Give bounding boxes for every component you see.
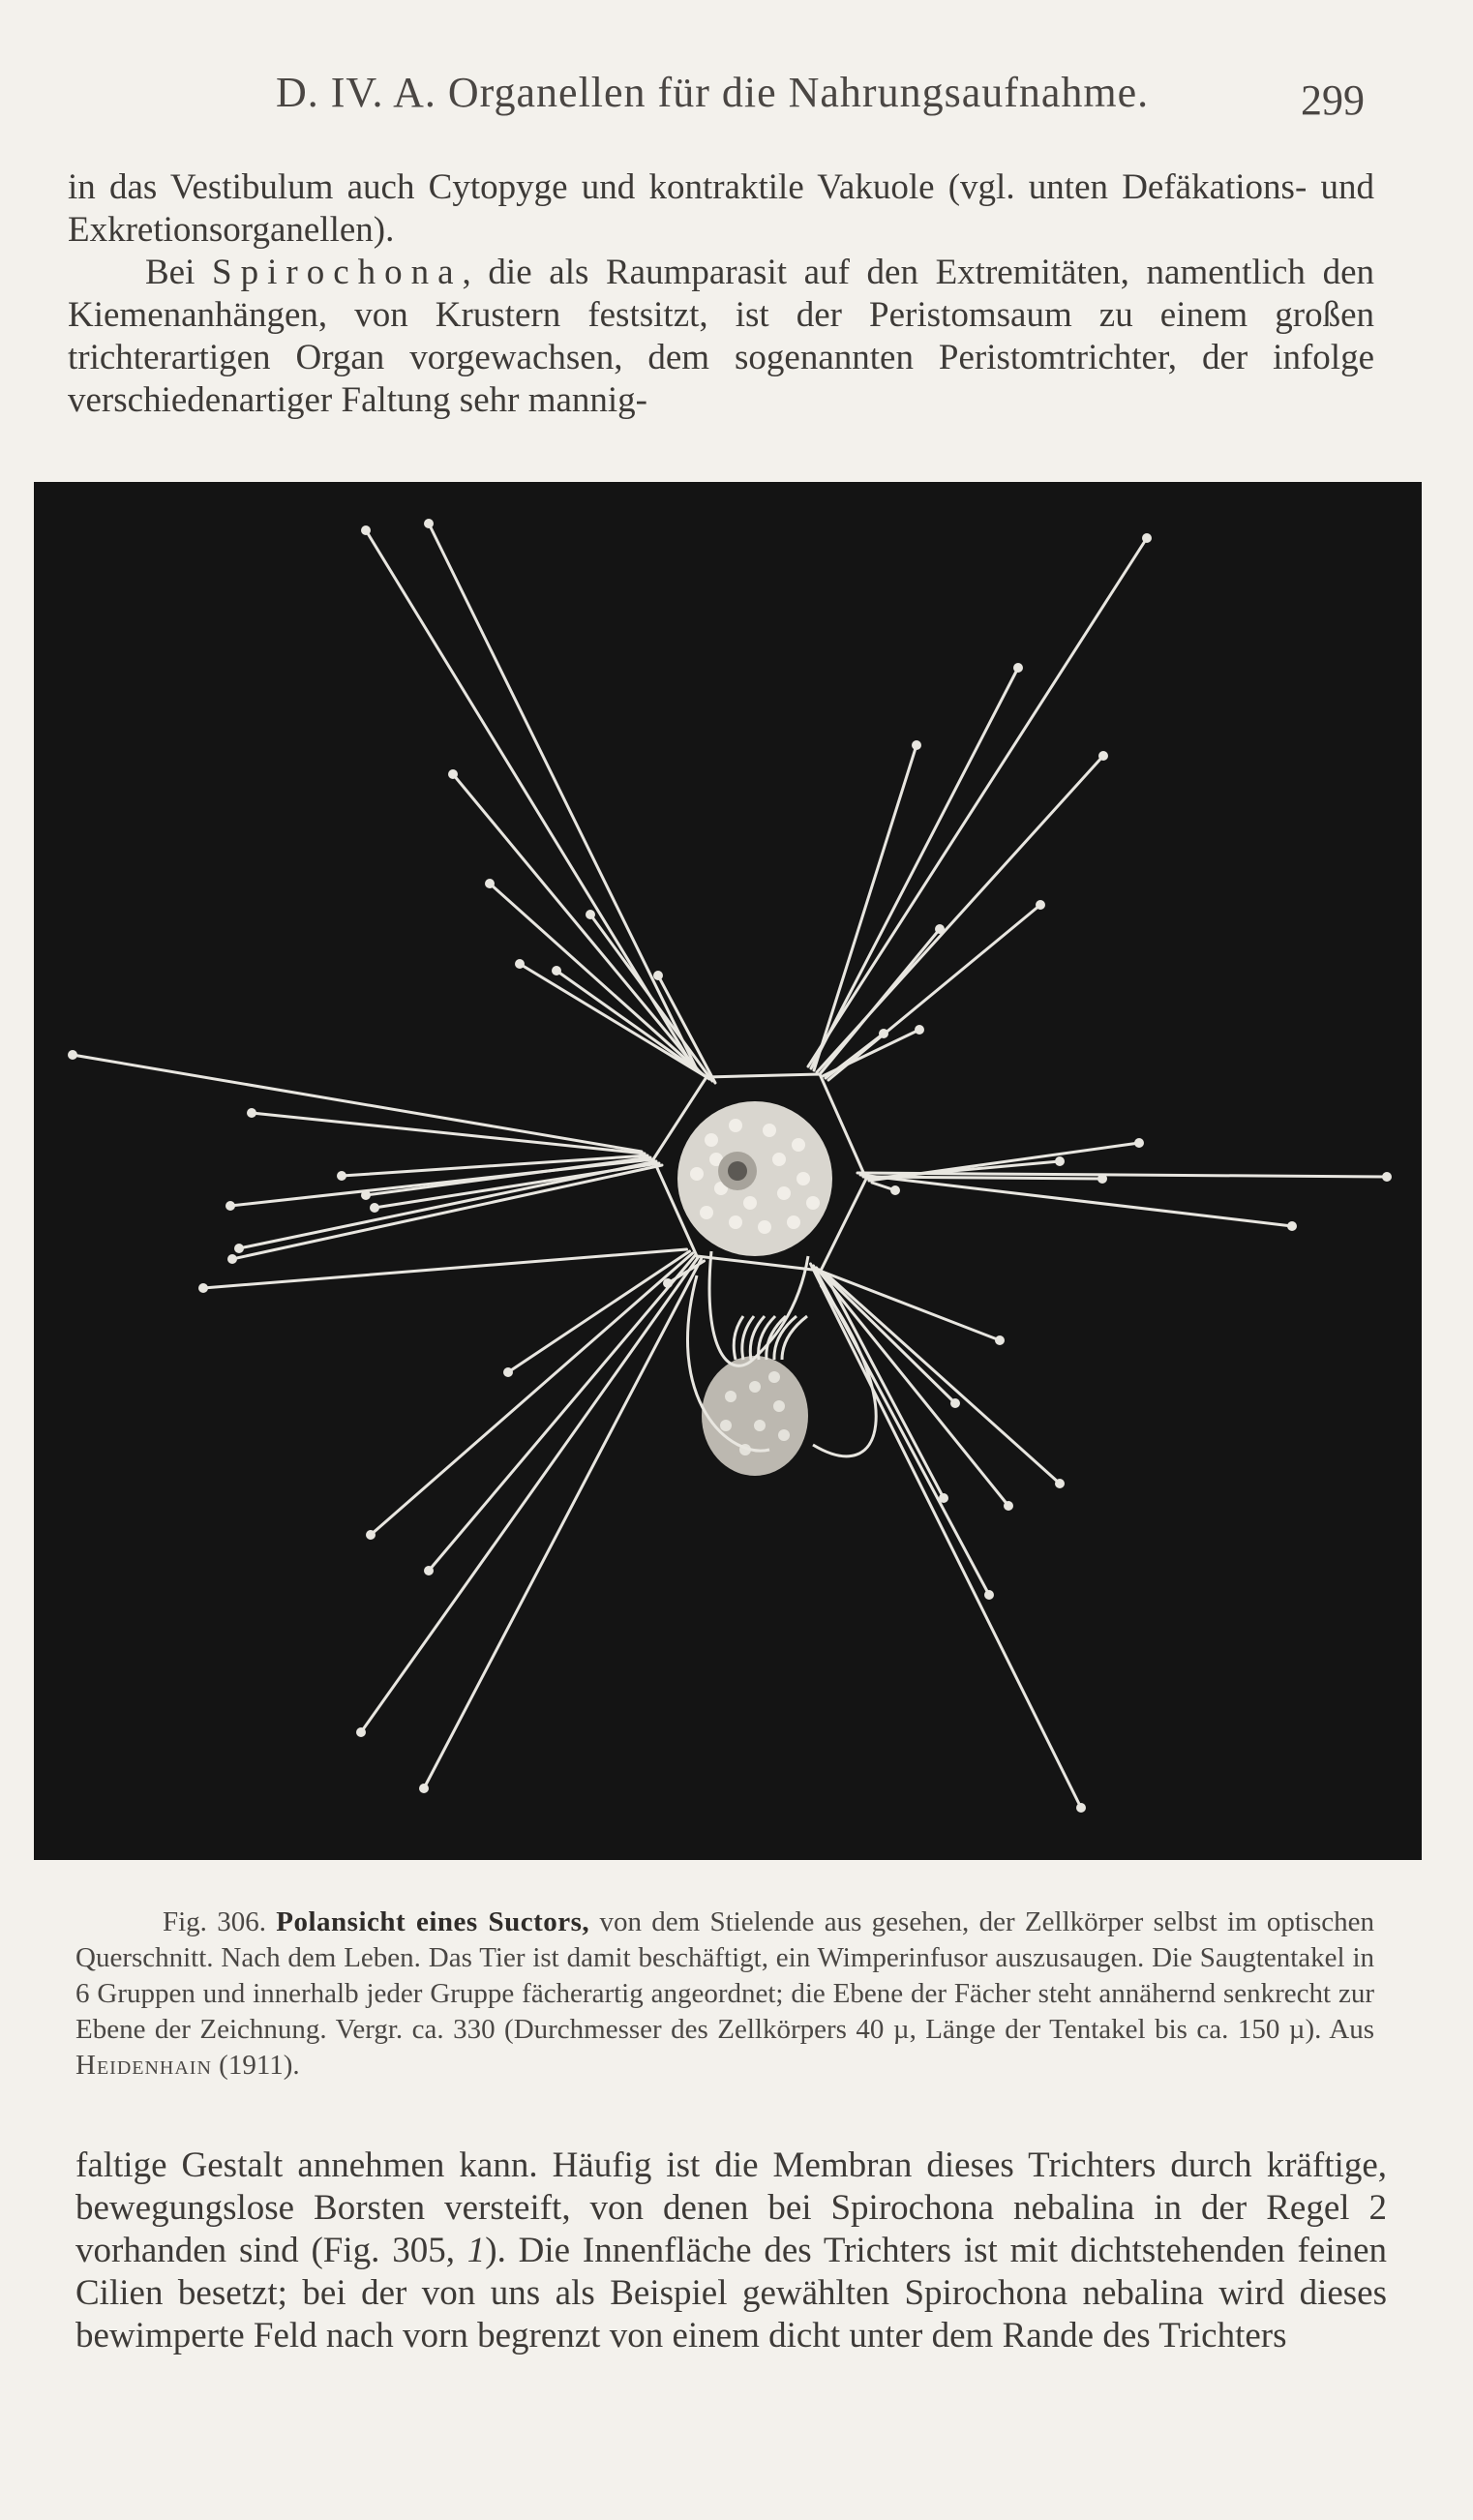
granule: [787, 1215, 800, 1229]
granule: [690, 1167, 704, 1181]
tentacle-knob: [198, 1283, 208, 1293]
tentacle-knob: [586, 910, 595, 919]
nucleolus: [728, 1161, 747, 1181]
granule: [763, 1124, 776, 1137]
paragraph-lead: Bei: [145, 253, 213, 292]
paragraph-text-continued: ). Die Innenfläche des Trichters ist mit dichtstehenden feinen Cilien besetzt; bei der von uns als Beispiel gewählten Spirochona nebalina wird dieses bewimperte Feld nach vorn begrenzt von einem dicht unter dem Rande des Trichters: [75, 2231, 1387, 2355]
genus-name: Spirochona: [212, 253, 463, 292]
tentacle-knob: [1382, 1172, 1392, 1182]
tentacle-knob: [1097, 1174, 1107, 1184]
tentacle-knob: [225, 1201, 235, 1211]
tentacle-line: [828, 905, 1040, 1080]
tentacle-line: [820, 1270, 956, 1403]
tentacle-knob: [935, 924, 945, 934]
tentacle-knob: [424, 519, 434, 528]
tentacle-line: [73, 1055, 642, 1152]
tentacle-line: [811, 1264, 1082, 1808]
tentacle-line: [826, 1274, 945, 1498]
tentacle-knob: [950, 1398, 960, 1408]
tentacle-line: [556, 971, 709, 1079]
tentacle-knob: [366, 1530, 376, 1540]
paragraph-continuation: in das Vestibulum auch Cytopyge und kontraktile Vakuole (vgl. unten Defäkations- und Exkretionsorganellen).: [68, 167, 1374, 250]
granule: [729, 1215, 742, 1229]
tentacle-knob: [984, 1590, 994, 1600]
tentacle-knob: [1142, 533, 1152, 543]
tentacle-knob: [503, 1367, 513, 1377]
tentacle-line: [203, 1249, 687, 1288]
figure-label: Fig. 306.: [163, 1906, 266, 1937]
granule: [806, 1196, 820, 1210]
granule: [700, 1206, 713, 1219]
tentacle-knob: [515, 959, 525, 969]
granule: [729, 1119, 742, 1132]
tentacle-knob: [663, 1278, 673, 1288]
prey-granule: [754, 1420, 766, 1431]
paragraph-body: , die als Raumparasit auf den Extremitäten, namentlich den Kiemenanhängen, von Krustern festsitzt, ist der Peristomsaum zu einem großen trichterartigen Organ vorgewachsen, dem sogenannten Peristomtrichter, der infolge verschiedenartiger Faltung sehr mannig-: [68, 253, 1374, 420]
tentacle-knob: [234, 1244, 244, 1253]
tentacle-knob: [890, 1185, 900, 1195]
caption-year: (1911).: [211, 2050, 300, 2081]
tentacle-line: [230, 1159, 653, 1206]
tentacle-knob: [995, 1335, 1005, 1345]
caption-author: Heidenhain: [75, 2050, 212, 2081]
prey-granule: [778, 1429, 790, 1441]
tentacle-knob: [552, 966, 561, 975]
prey-granule: [749, 1381, 761, 1393]
tentacle-line: [590, 915, 712, 1081]
paragraph-spirochona: [68, 252, 1374, 422]
tentacle-knob: [247, 1108, 256, 1118]
tentacle-line: [860, 1175, 1292, 1226]
granule: [705, 1133, 718, 1147]
prey-cilium: [782, 1316, 807, 1360]
tentacle-knob: [361, 1190, 371, 1200]
tentacle-line: [490, 884, 704, 1075]
prey-granule: [725, 1391, 736, 1402]
tentacle-knob: [1055, 1156, 1065, 1166]
tentacle-knob: [68, 1050, 77, 1060]
tentacle-knob: [1098, 751, 1108, 761]
granule: [777, 1186, 791, 1200]
tentacle-line: [520, 964, 706, 1077]
tentacle-knob: [370, 1203, 379, 1213]
figure-caption: [75, 1905, 1374, 2084]
prey-ciliate: [702, 1356, 808, 1476]
granule: [743, 1196, 757, 1210]
page-number: 299: [1301, 76, 1365, 124]
tentacle-line: [658, 975, 715, 1083]
granule: [792, 1138, 805, 1152]
figure-ref-italic: 1: [466, 2231, 486, 2270]
tentacle-knob: [337, 1171, 346, 1181]
granule: [772, 1153, 786, 1166]
tentacle-knob: [1004, 1501, 1013, 1511]
tentacle-line: [508, 1251, 690, 1372]
running-header: [68, 68, 1374, 135]
suctor-drawing: [34, 482, 1422, 1860]
tentacle-knob: [912, 740, 921, 750]
tentacle-knob: [227, 1254, 237, 1264]
granule: [797, 1172, 810, 1185]
tentacle-knob: [879, 1029, 888, 1038]
tentacle-knob: [1134, 1138, 1144, 1148]
bottom-text: [75, 2145, 1387, 2357]
tentacle-line: [424, 1259, 702, 1788]
tentacle-knob: [1076, 1803, 1086, 1813]
tentacle-knob: [1055, 1479, 1065, 1488]
figure-306-illustration: [34, 482, 1422, 1860]
tentacle-knob: [1036, 900, 1045, 910]
tentacle-knob: [1287, 1221, 1297, 1231]
tentacle-line: [361, 1257, 699, 1732]
tentacle-knob: [448, 769, 458, 779]
tentacle-knob: [424, 1566, 434, 1575]
tentacle-knob: [653, 971, 663, 980]
tentacle-line: [808, 538, 1147, 1066]
tentacle-knob: [361, 525, 371, 535]
figure-title: Polansicht eines Suctors,: [276, 1906, 590, 1937]
paragraph-text: faltige Gestalt annehmen kann. Häufig ist die Membran dieses Trichters durch kräftige, bewegungslose Borsten versteift, von denen bei Spirochona nebalina in der Regel 2 vorhanden sind (Fig. 305,: [75, 2145, 1387, 2270]
prey-granule: [768, 1371, 780, 1383]
top-text: [68, 166, 1374, 422]
prey-granule: [720, 1420, 732, 1431]
tentacle-knob: [915, 1025, 924, 1035]
cells: [68, 519, 1392, 1813]
tentacle-knob: [1013, 663, 1023, 673]
tentacle-knob: [419, 1784, 429, 1793]
tentacle-knob: [356, 1727, 366, 1737]
prey-granule: [773, 1400, 785, 1412]
caption-text: von dem Stielende aus gesehen, der Zellkörper selbst im optischen Querschnitt. Nach dem Leben. Das Tier ist damit beschäftigt, ein Wimperinfusor auszusaugen. Die Saugtentakel in 6 Gruppen und innerhalb jeder Gruppe fächerartig angeordnet; die Ebene der Fächer steht annähernd senkrecht zur Ebene der Zeichnung. Vergr. ca. 330 (Durchmesser des Zellkörpers 40 µ, Länge der Tentakel bis ca. 150 µ). Aus: [75, 1906, 1375, 2045]
tentacle-line: [232, 1165, 662, 1259]
running-title: D. IV. A. Organellen für die Nahrungsaufnahme.: [276, 69, 1150, 116]
granule: [758, 1220, 771, 1234]
tentacle-knob: [485, 879, 495, 888]
tentacle-knob: [939, 1493, 948, 1503]
tentacle-line: [453, 774, 701, 1073]
